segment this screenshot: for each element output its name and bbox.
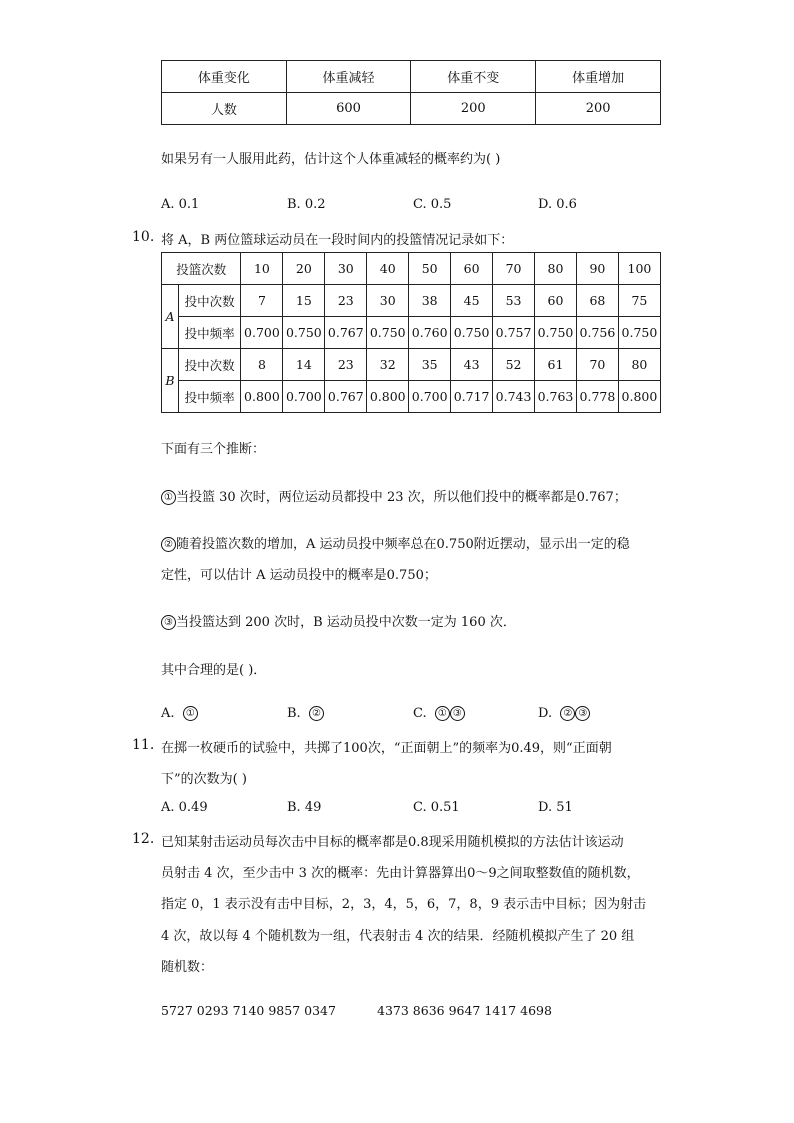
- row-label: 投中频率: [178, 317, 241, 349]
- q9-stem: 如果另有一人服用此药，估计这个人体重减轻的概率约为( ): [161, 152, 501, 167]
- q10-option-a: [161, 706, 198, 721]
- q10-inference-2-cont: 定性，可以估计 A 运动员投中的概率是0.750；: [161, 568, 437, 583]
- table-cell: 600: [286, 93, 411, 125]
- table-row: [162, 317, 661, 349]
- table-row: [162, 349, 661, 381]
- inference-text: 当投篮达到 200 次时，B 运动员投中次数一定为 160 次．: [176, 615, 516, 630]
- table-cell: 0.778: [576, 381, 618, 413]
- row-label: 投中次数: [178, 349, 241, 381]
- group-label: A: [162, 285, 179, 349]
- q10-inference-2: [161, 533, 630, 552]
- table-cell: 0.700: [409, 381, 451, 413]
- circled-number-3: ③: [450, 706, 465, 721]
- circled-number-2: ②: [309, 706, 324, 721]
- q12-line-5: 随机数：: [161, 960, 214, 975]
- q10-inference-3: [161, 611, 516, 630]
- table-cell: 0.750: [367, 317, 409, 349]
- q9-option-a: A. 0.1: [161, 197, 200, 212]
- q10-option-b: [287, 706, 324, 721]
- circled-number-2: ②: [560, 706, 575, 721]
- q12-line-1: 已知某射击运动员每次击中目标的概率都是0.8现采用随机模拟的方法估计该运动: [161, 835, 624, 850]
- table-cell: 53: [493, 285, 535, 317]
- option-letter: A.: [161, 706, 175, 721]
- table-cell: 68: [576, 285, 618, 317]
- table-cell: 70: [493, 253, 535, 285]
- circled-number-3: ③: [575, 706, 590, 721]
- q10-intro: 下面有三个推断：: [161, 442, 266, 457]
- table-cell: 60: [451, 253, 493, 285]
- random-numbers-right: 4373 8636 9647 1417 4698: [377, 1003, 552, 1018]
- option-letter: C.: [413, 706, 427, 721]
- table-cell: 体重不变: [411, 61, 536, 93]
- q9-option-b: B. 0.2: [287, 197, 326, 212]
- table-cell: 80: [618, 349, 660, 381]
- group-label: B: [162, 349, 179, 413]
- table-cell: 0.700: [241, 317, 283, 349]
- table-cell: 45: [451, 285, 493, 317]
- table-cell: 15: [283, 285, 325, 317]
- table-cell: 30: [325, 253, 367, 285]
- q10-number: 10.: [132, 229, 155, 245]
- table-cell: 0.750: [283, 317, 325, 349]
- q12-line-4: 4 次，故以每 4 个随机数为一组，代表射击 4 次的结果．经随机模拟产生了 20 组: [161, 929, 635, 944]
- q10-question: 其中合理的是( )．: [161, 663, 267, 678]
- option-letter: D.: [538, 706, 553, 721]
- table-cell: 43: [451, 349, 493, 381]
- table-cell: 38: [409, 285, 451, 317]
- table-header-cell: 投篮次数: [162, 253, 241, 285]
- q10-option-d: [538, 706, 590, 721]
- table-row: [162, 285, 661, 317]
- table-cell: 200: [411, 93, 536, 125]
- table-cell: 0.750: [618, 317, 660, 349]
- table-cell: 35: [409, 349, 451, 381]
- table-cell: 0.750: [535, 317, 577, 349]
- q12-line-3: 指定 0，1 表示没有击中目标，2，3，4，5，6，7，8，9 表示击中目标；因为射击: [161, 897, 647, 912]
- row-label: 投中频率: [178, 381, 241, 413]
- weight-change-table: [161, 60, 661, 125]
- table-cell: 200: [536, 93, 661, 125]
- table-cell: 0.800: [241, 381, 283, 413]
- table-cell: 50: [409, 253, 451, 285]
- circled-number-3: ③: [161, 615, 176, 630]
- table-cell: 23: [325, 285, 367, 317]
- table-cell: 61: [535, 349, 577, 381]
- table-cell: 0.760: [409, 317, 451, 349]
- table-row: [162, 93, 661, 125]
- table-cell: 32: [367, 349, 409, 381]
- table-cell: 0.756: [576, 317, 618, 349]
- table-cell: 80: [535, 253, 577, 285]
- q11-line-2: 下”的次数为( ): [161, 772, 247, 787]
- table-row: [162, 61, 661, 93]
- table-cell: 0.767: [325, 317, 367, 349]
- table-cell: 10: [241, 253, 283, 285]
- table-cell: 0.757: [493, 317, 535, 349]
- table-cell: 52: [493, 349, 535, 381]
- shooting-record-table: [161, 252, 661, 413]
- table-cell: 8: [241, 349, 283, 381]
- q10-inference-1: [161, 486, 627, 505]
- table-cell: 23: [325, 349, 367, 381]
- table-cell: 体重增加: [536, 61, 661, 93]
- table-cell: 0.763: [535, 381, 577, 413]
- table-cell: 30: [367, 285, 409, 317]
- q11-option-b: B. 49: [287, 800, 322, 815]
- table-cell: 体重减轻: [286, 61, 411, 93]
- q11-option-a: A. 0.49: [161, 800, 208, 815]
- table-cell: 40: [367, 253, 409, 285]
- q11-number: 11.: [132, 737, 155, 753]
- table-cell: 70: [576, 349, 618, 381]
- table-cell: 0.717: [451, 381, 493, 413]
- table-cell: 90: [576, 253, 618, 285]
- table-cell: 0.767: [325, 381, 367, 413]
- q10-stem: 将 A，B 两位篮球运动员在一段时间内的投篮情况记录如下：: [161, 233, 514, 248]
- table-cell: 100: [618, 253, 660, 285]
- table-row: [162, 253, 661, 285]
- table-cell: 0.743: [493, 381, 535, 413]
- option-letter: B.: [287, 706, 301, 721]
- table-cell: 0.750: [451, 317, 493, 349]
- inference-text: 随着投篮次数的增加，A 运动员投中频率总在0.750附近摆动，显示出一定的稳: [176, 537, 630, 552]
- circled-number-1: ①: [161, 490, 176, 505]
- circled-number-1: ①: [183, 706, 198, 721]
- table-cell: 人数: [162, 93, 287, 125]
- table-cell: 0.700: [283, 381, 325, 413]
- inference-text: 当投篮 30 次时，两位运动员都投中 23 次，所以他们投中的概率都是0.767；: [176, 490, 627, 505]
- circled-number-1: ①: [435, 706, 450, 721]
- table-row: [162, 381, 661, 413]
- q9-option-d: D. 0.6: [538, 197, 577, 212]
- random-numbers-left: 5727 0293 7140 9857 0347: [161, 1003, 336, 1018]
- q12-number: 12.: [132, 831, 155, 847]
- table-cell: 14: [283, 349, 325, 381]
- circled-number-2: ②: [161, 537, 176, 552]
- q9-option-c: C. 0.5: [413, 197, 452, 212]
- row-label: 投中次数: [178, 285, 241, 317]
- table-cell: 60: [535, 285, 577, 317]
- table-cell: 0.800: [367, 381, 409, 413]
- q11-line-1: 在掷一枚硬币的试验中，共掷了100次，“正面朝上”的频率为0.49，则“正面朝: [161, 741, 612, 756]
- q11-option-c: C. 0.51: [413, 800, 460, 815]
- table-cell: 体重变化: [162, 61, 287, 93]
- table-cell: 75: [618, 285, 660, 317]
- q11-option-d: D. 51: [538, 800, 573, 815]
- table-cell: 20: [283, 253, 325, 285]
- q12-line-2: 员射击 4 次，至少击中 3 次的概率：先由计算器算出0～9之间取整数值的随机数，: [161, 866, 640, 881]
- table-cell: 7: [241, 285, 283, 317]
- table-cell: 0.800: [618, 381, 660, 413]
- q10-option-c: [413, 706, 465, 721]
